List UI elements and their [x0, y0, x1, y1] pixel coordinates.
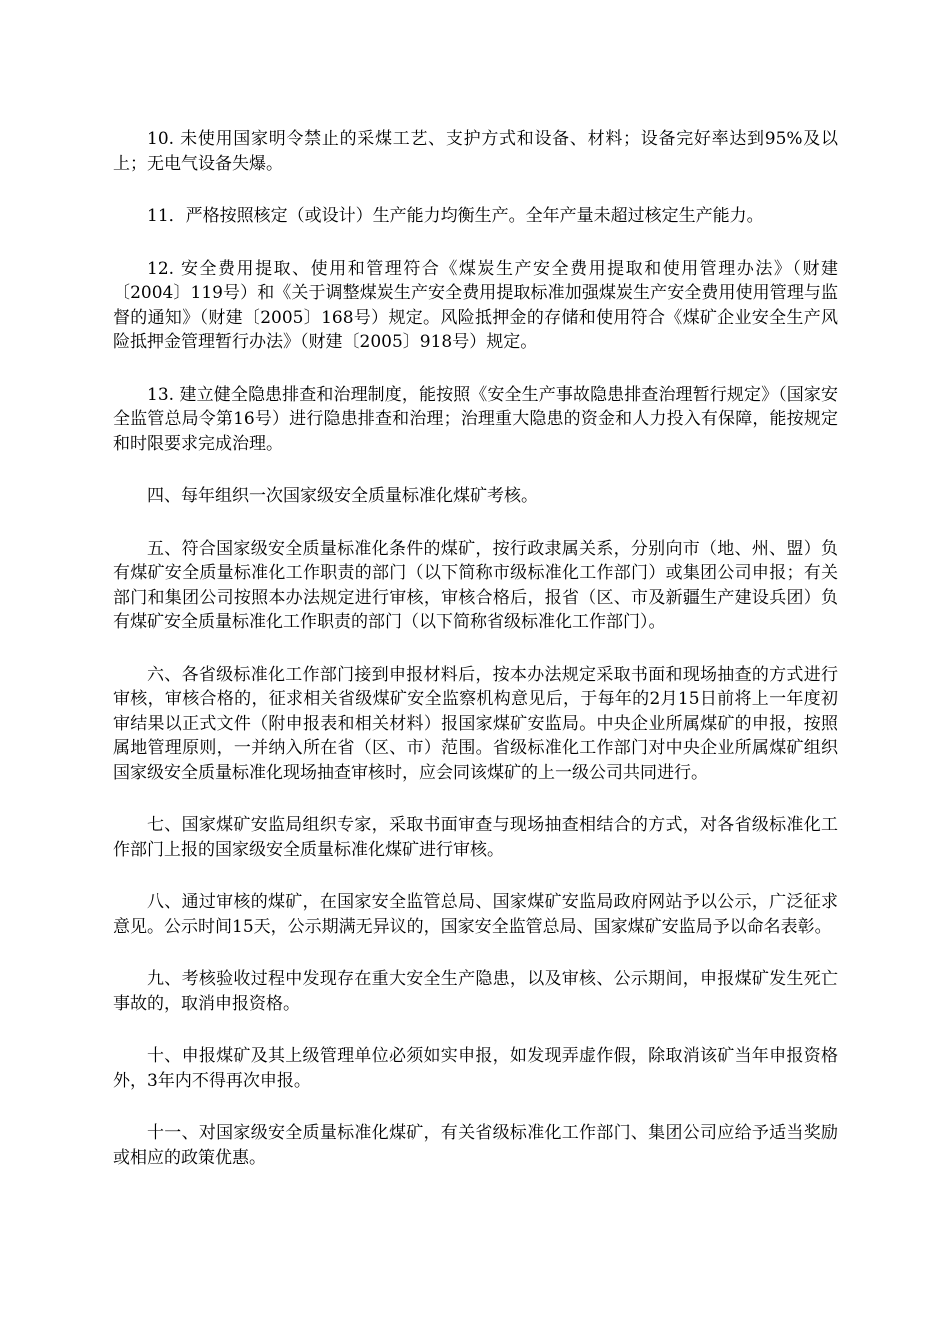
paragraph-item-11: 11．严格按照核定（或设计）生产能力均衡生产。全年产量未超过核定生产能力。 [147, 206, 764, 226]
paragraph-section-11: 十一、对国家级安全质量标准化煤矿，有关省级标准化工作部门、集团公司应给予适当奖励或相应的政策优惠。 [113, 1123, 838, 1168]
paragraph-section-4: 四、每年组织一次国家级安全质量标准化煤矿考核。 [147, 486, 538, 506]
paragraph-section-6: 六、各省级标准化工作部门接到申报材料后，按本办法规定采取书面和现场抽查的方式进行审核，审核合格的，征求相关省级煤矿安全监察机构意见后，于每年的2月15日前将上一年度初审结果以正式文件（附申报表和相关材料）报国家煤矿安监局。中央企业所属煤矿的申报，按照属地管理原则，一并纳入所在省（区、市）范围。省级标准化工作部门对中央企业所属煤矿组织国家级安全质量标准化现场抽查审核时，应会同该煤矿的上一级公司共同进行。 [113, 664, 838, 783]
paragraph-section-8: 八、通过审核的煤矿，在国家安全监管总局、国家煤矿安监局政府网站予以公示，广泛征求意见。公示时间15天，公示期满无异议的，国家安全监管总局、国家煤矿安监局予以命名表彰。 [113, 892, 838, 937]
paragraph-section-7: 七、国家煤矿安监局组织专家，采取书面审查与现场抽查相结合的方式，对各省级标准化工作部门上报的国家级安全质量标准化煤矿进行审核。 [113, 815, 838, 860]
document-body [113, 127, 838, 1198]
paragraph-item-12: 12. 安全费用提取、使用和管理符合《煤炭生产安全费用提取和使用管理办法》（财建〔2004〕119号）和《关于调整煤炭生产安全费用提取标准加强煤炭生产安全费用使用管理与监督的通知》（财建〔2005〕168号）规定。风险抵押金的存储和使用符合《煤矿企业安全生产风险抵押金管理暂行办法》（财建〔2005〕918号）规定。 [113, 258, 838, 352]
paragraph-section-5: 五、符合国家级安全质量标准化条件的煤矿，按行政隶属关系，分别向市（地、州、盟）负有煤矿安全质量标准化工作职责的部门（以下简称市级标准化工作部门）或集团公司申报；有关部门和集团公司按照本办法规定进行审核，审核合格后，报省（区、市及新疆生产建设兵团）负有煤矿安全质量标准化工作职责的部门（以下简称省级标准化工作部门）。 [113, 538, 838, 632]
paragraph-item-13: 13. 建立健全隐患排查和治理制度，能按照《安全生产事故隐患排查治理暂行规定》（国家安全监管总局令第16号）进行隐患排查和治理；治理重大隐患的资金和人力投入有保障，能按规定和时限要求完成治理。 [113, 384, 838, 454]
paragraph-section-9: 九、考核验收过程中发现存在重大安全生产隐患，以及审核、公示期间，申报煤矿发生死亡事故的，取消申报资格。 [113, 969, 838, 1014]
paragraph-section-10: 十、申报煤矿及其上级管理单位必须如实申报，如发现弄虚作假，除取消该矿当年申报资格外，3年内不得再次申报。 [113, 1046, 838, 1091]
paragraph-item-10: 10. 未使用国家明令禁止的采煤工艺、支护方式和设备、材料；设备完好率达到95%及以上；无电气设备失爆。 [113, 129, 838, 174]
